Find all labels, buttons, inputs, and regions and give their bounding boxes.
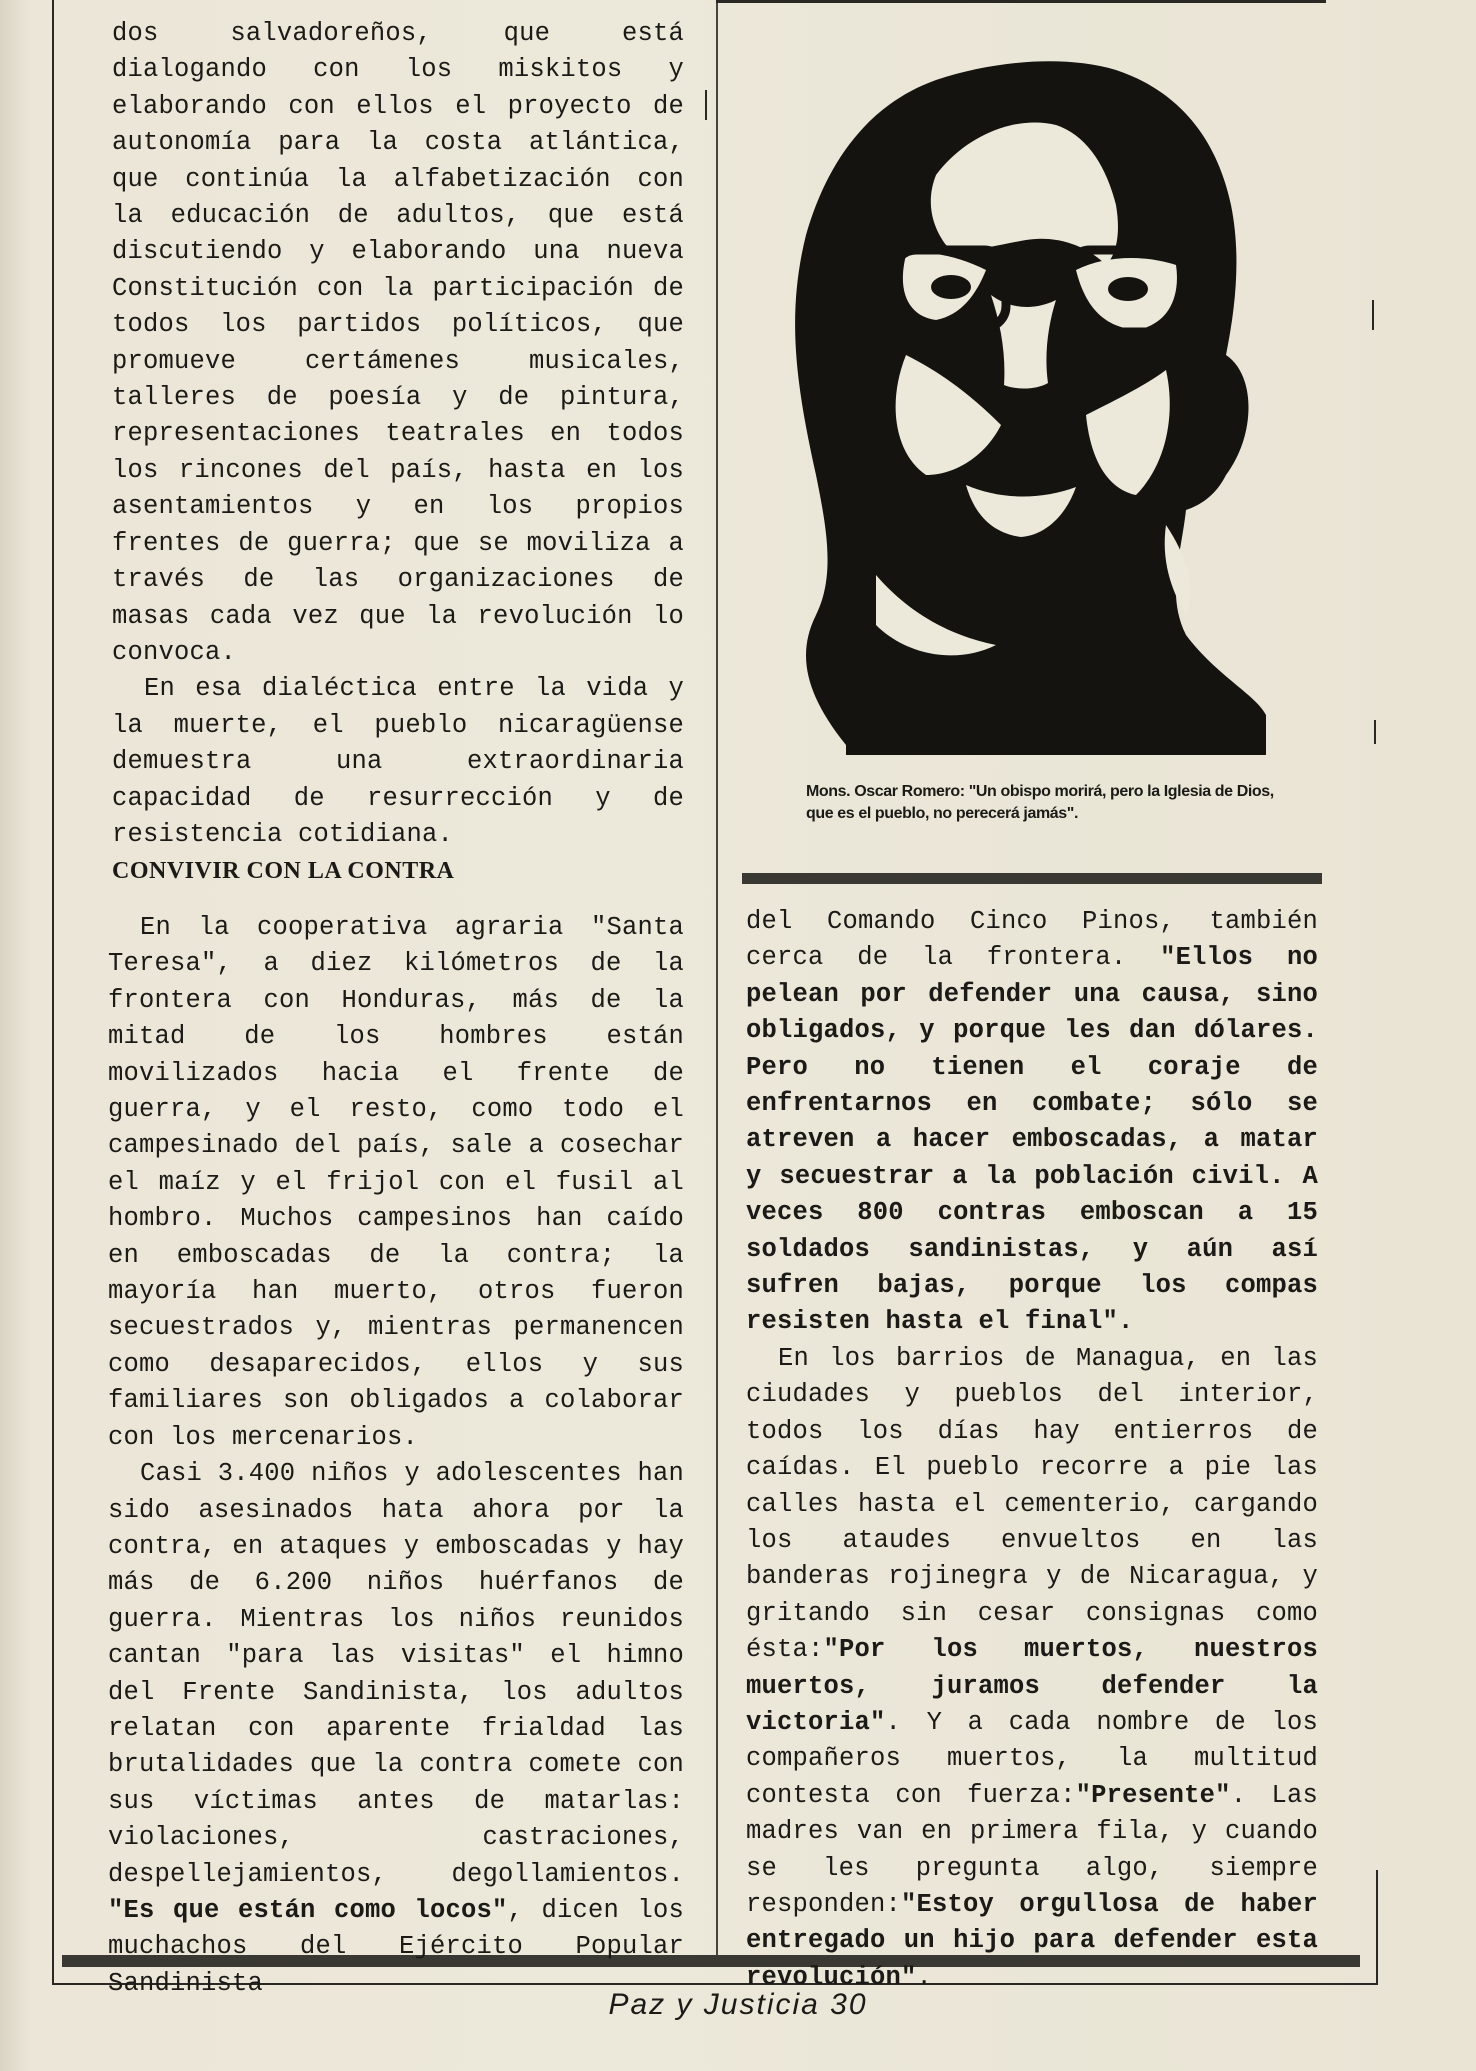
paragraph [746, 904, 1318, 1341]
text-column-left-top [112, 16, 684, 853]
text-run: . Y a cada nombre de los compañeros muertos, la multitud contesta con fuerza: [746, 1707, 1318, 1810]
paragraph [746, 1341, 1318, 1996]
text-run: del Comando Cinco Pinos, también cerca de la frontera. [746, 907, 1318, 973]
print-mark [705, 90, 707, 120]
text-column-right [746, 904, 1318, 1996]
text-column-left-bottom [108, 910, 684, 2002]
paragraph: En la cooperativa agraria "Santa Teresa", a diez kilómetros de la frontera con Honduras, más de la mitad de los hombres están movilizados hacia el frente de guerra, y el resto, como todo el campesinado del país, sale a cosechar el maíz y el frijol con el fusil al hombro. Muchos campesinos han caído en emboscadas de la contra; la mayoría han muerto, otros fueron secuestrados y, mientras permanencen como desaparecidos, ellos y sus familiares son obligados a colaborar con los mercenarios. [108, 913, 684, 1452]
paragraph: dos salvadoreños, que está dialogando con los miskitos y elaborando con ellos el proyecto de autonomía para la costa atlántica, que continúa la alfabetización con la educación de adultos, que está discutiendo y elaborando una nueva Constitución con la participación de todos los partidos políticos, que promueve certámenes musicales, talleres de poesía y de pintura, representaciones teatrales en todos los rincones del país, hasta en los asentamientos y en los propios frentes de guerra; que se moviliza a través de las organizaciones de masas cada vez que la revolución lo convoca. [112, 19, 684, 667]
column-divider [716, 0, 718, 1965]
text-run: . Las madres van en primera fila, y cuando se les pregunta algo, siempre responden: [746, 1780, 1318, 1919]
section-heading: CONVIVIR CON LA CONTRA [112, 858, 455, 884]
quote-bold: "Ellos no pelean por defender una causa, sino obligados, y porque les dan dólares. Pero no tienen el coraje de enfrentarnos en combate; sólo se atreven a hacer emboscadas, a matar y secuestrar a la población civil. A veces 800 contras emboscan a 15 soldados sandinistas, y aún así sufren bajas, porque los compas resisten hasta el final". [746, 943, 1318, 1337]
frame-right-rule [1376, 1870, 1378, 1985]
photo-caption: Mons. Oscar Romero: "Un obispo morirá, pero la Iglesia de Dios, que es el pueblo, no perecerá jamás". [806, 783, 1274, 822]
quote-bold: "Estoy orgullosa de haber entregado un hijo para defender esta revolución" [746, 1889, 1318, 1992]
paragraph [108, 1456, 684, 2002]
text-run: En los barrios de Managua, en las ciudades y pueblos del interior, todos los días hay entierros de caídas. El pueblo recorre a pie las calles hasta el cementerio, cargando los ataudes envueltos en las banderas rojinegra y de Nicaragua, y gritando sin cesar consignas como ésta: [746, 1343, 1318, 1665]
text-run: , dicen los muchachos del Ejército Popular Sandinista [108, 1895, 684, 1998]
quote-bold: "Es que están como locos" [108, 1895, 508, 1925]
frame-left-rule [52, 0, 54, 1985]
top-rule [716, 0, 1326, 3]
romero-portrait [786, 55, 1274, 755]
caption-rule [742, 873, 1322, 884]
page-footer: Paz y Justicia 30 [608, 1988, 868, 2021]
quote-bold: "Por los muertos, nuestros muertos, juramos defender la victoria" [746, 1635, 1318, 1737]
paragraph: En esa dialéctica entre la vida y la muerte, el pueblo nicaragüense demuestra una extraordinaria capacidad de resurrección y de resistencia cotidiana. [112, 674, 684, 849]
text-run: Casi 3.400 niños y adolescentes han sido asesinados hata ahora por la contra, en ataques y emboscadas y hay más de 6.200 niños huérfanos de guerra. Mientras los niños reunidos cantan "para las visitas" el himno del Frente Sandinista, los adultos relatan con aparente frialdad las brutalidades que la contra comete con sus víctimas antes de matarlas: violaciones, castraciones, despellejamientos, degollamientos. [108, 1459, 684, 1889]
text-run: . [916, 1962, 933, 1992]
print-mark [1374, 720, 1376, 744]
print-mark [1372, 300, 1374, 330]
quote-bold: "Presente" [1075, 1780, 1231, 1810]
